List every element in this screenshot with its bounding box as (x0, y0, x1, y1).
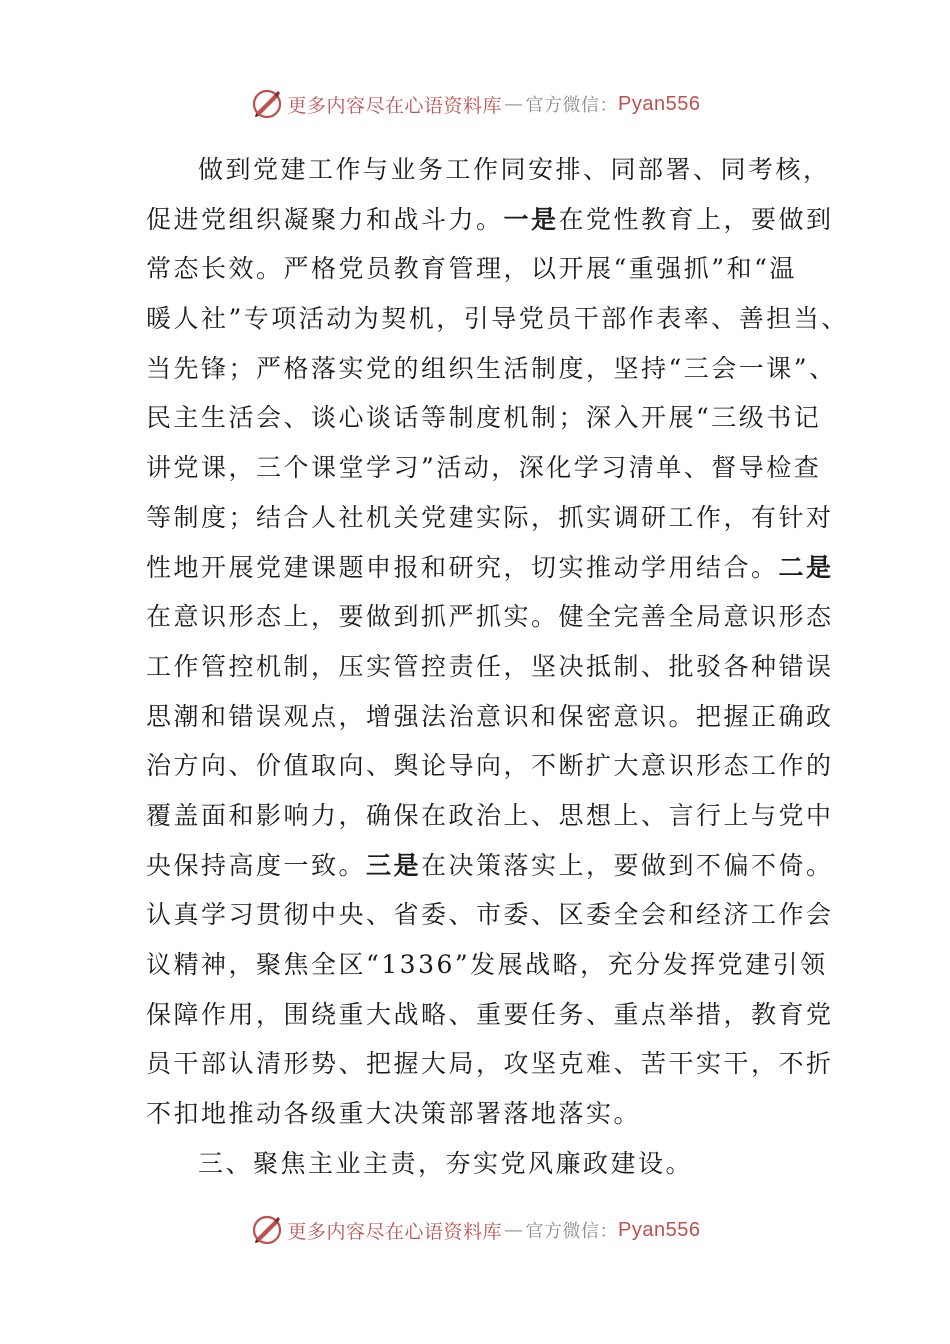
watermark-dash: — (504, 1219, 524, 1241)
watermark-wechat-id: Pyan556 (618, 1218, 701, 1241)
text-run: 促进党组织凝聚力和战斗力。 (146, 204, 504, 234)
text-run: 央保持高度一致。 (146, 850, 367, 880)
text-line: 认真学习贯彻中央、省委、市委、区委全会和经济工作会 (146, 900, 834, 930)
text-line: 保障作用，围绕重大战略、重要任务、重点举措，教育党 (146, 999, 834, 1029)
text-line: 讲党课，三个课堂学习”活动，深化学习清单、督导检查 (146, 453, 822, 483)
text-line: 员干部认清形势、把握大局，攻坚克难、苦干实干，不折 (146, 1049, 834, 1079)
bold-keyword: 三是 (366, 850, 422, 880)
text-line (146, 195, 834, 245)
text-line: 当先锋；严格落实党的组织生活制度，坚持“三会一课”、 (146, 353, 837, 383)
watermark-wechat-id: Pyan556 (618, 92, 701, 115)
text-line: 议精神，聚焦全区“1336”发展战略，充分发挥党建引领 (146, 950, 828, 979)
document-body (146, 145, 849, 1188)
bold-keyword: 二是 (778, 552, 834, 582)
text-line: 民主生活会、谈心谈话等制度机制；深入开展“三级书记 (146, 403, 822, 433)
section-heading: 三、聚焦主业主责，夯实党风廉政建设。 (198, 1148, 694, 1178)
watermark-title: 更多内容尽在心语资料库 (287, 1220, 503, 1243)
text-line: 工作管控机制，压实管控责任，坚决抵制、批驳各种错误 (146, 651, 834, 681)
watermark-banner-top (0, 84, 950, 124)
text-line: 覆盖面和影响力，确保在政治上、思想上、言行上与党中 (146, 800, 834, 830)
text-run: 在决策落实上，要做到不偏不倚。 (421, 850, 834, 880)
watermark-contact-label: 官方微信： (525, 1221, 619, 1242)
text-run: 在党性教育上，要做到 (558, 204, 834, 234)
text-line (146, 841, 834, 891)
watermark-contact-label: 官方微信： (525, 95, 619, 116)
text-line: 治方向、价值取向、舆论导向，不断扩大意识形态工作的 (146, 751, 834, 781)
text-line: 不扣地推动各级重大决策部署落地落实。 (146, 1099, 642, 1129)
bold-keyword: 一是 (503, 204, 559, 234)
text-line: 等制度；结合人社机关党建实际，抓实调研工作，有针对 (146, 502, 834, 532)
pen-logo-icon (250, 87, 284, 121)
watermark-banner-bottom (0, 1210, 950, 1250)
text-line (146, 543, 834, 593)
text-line: 在意识形态上，要做到抓严抓实。健全完善全局意识形态 (146, 602, 834, 632)
watermark-title: 更多内容尽在心语资料库 (287, 94, 503, 117)
text-line: 暖人社”专项活动为契机，引导党员干部作表率、善担当、 (146, 304, 849, 334)
text-run: 性地开展党建课题申报和研究，切实推动学用结合。 (146, 552, 779, 582)
text-line: 思潮和错误观点，增强法治意识和保密意识。把握正确政 (146, 701, 834, 731)
pen-logo-icon (250, 1213, 284, 1247)
text-line: 常态长效。严格党员教育管理，以开展“重强抓”和“温 (146, 254, 797, 284)
text-line: 做到党建工作与业务工作同安排、同部署、同考核， (198, 155, 831, 184)
watermark-dash: — (504, 93, 524, 115)
